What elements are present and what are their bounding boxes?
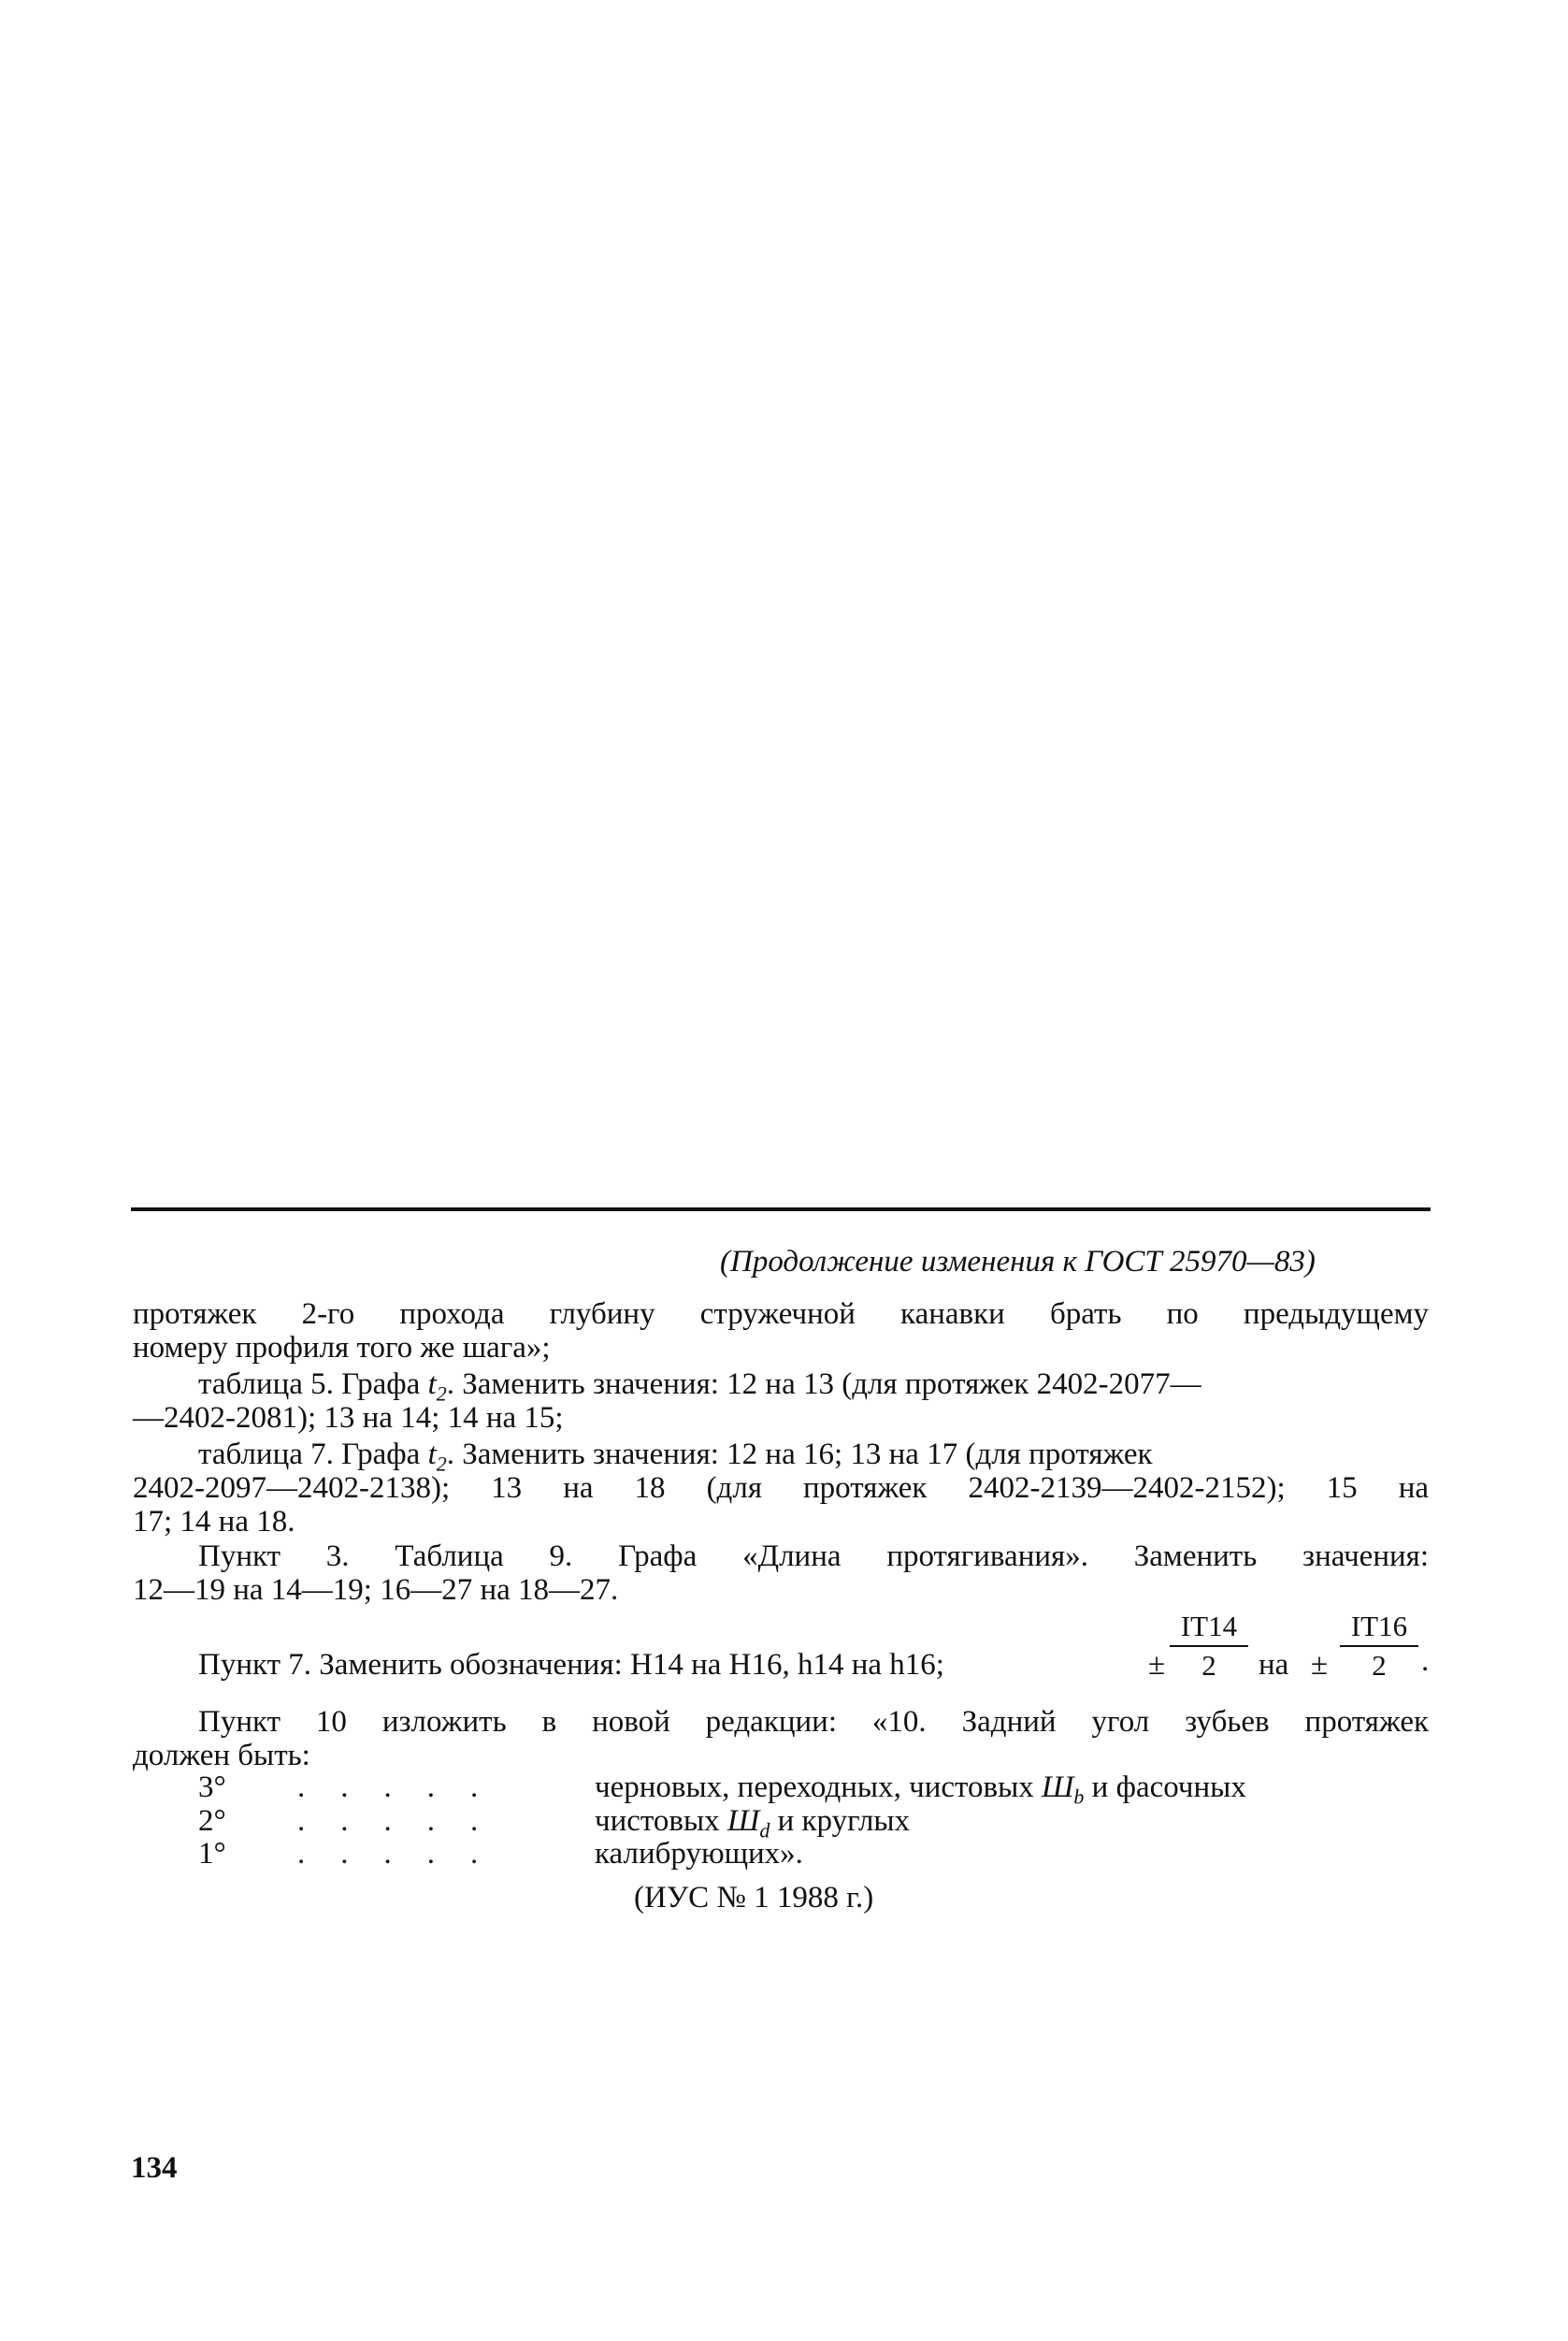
text-line-1: протяжек 2-го прохода глубину стружечной канавки брать по предыдущему bbox=[133, 1297, 1429, 1331]
angle-desc-3 bbox=[595, 1837, 803, 1876]
t-sub: 2 bbox=[436, 1381, 447, 1406]
text-line-6: 2402-2097—2402-2138); 13 на 18 (для протяжек 2402-2139—2402-2152); 15 на bbox=[133, 1471, 1429, 1505]
angle-dots-1: ..... bbox=[297, 1770, 514, 1804]
t-symbol: t bbox=[427, 1367, 437, 1401]
fraction-it16-denominator: 2 bbox=[1372, 1649, 1387, 1682]
fraction-it14-numerator: IT14 bbox=[1180, 1610, 1238, 1642]
angle-sym-2: Ш bbox=[726, 1804, 760, 1838]
text-line-7: 17; 14 на 18. bbox=[133, 1505, 295, 1539]
angle-desc-2b: и круглых bbox=[770, 1804, 911, 1838]
fraction-it16-numerator: IT16 bbox=[1350, 1610, 1408, 1642]
angle-dots-2: ..... bbox=[297, 1804, 514, 1838]
text-line-9: 12—19 на 14—19; 16—27 на 18—27. bbox=[133, 1573, 619, 1607]
continuation-header: (Продолжение изменения к ГОСТ 25970—83) bbox=[720, 1245, 1316, 1279]
text-line-11: Пункт 10 изложить в новой редакции: «10. Задний угол зубьев протяжек bbox=[198, 1705, 1429, 1739]
formula-end-period: . bbox=[1421, 1644, 1430, 1678]
fraction-it16-bar bbox=[1340, 1645, 1418, 1647]
top-rule bbox=[131, 1207, 1431, 1211]
angle-sym-1: Ш bbox=[1041, 1770, 1074, 1804]
angle-sub-1: b bbox=[1073, 1785, 1085, 1809]
fraction-it14-denominator: 2 bbox=[1201, 1649, 1216, 1682]
plus-minus-1: ± bbox=[1148, 1648, 1166, 1682]
fraction-it14-bar bbox=[1170, 1645, 1248, 1647]
text-line-12: должен быть: bbox=[133, 1739, 310, 1772]
plus-minus-2: ± bbox=[1311, 1648, 1329, 1682]
t-symbol-2: t bbox=[427, 1438, 437, 1471]
fraction-it16 bbox=[1340, 1610, 1418, 1683]
angle-dots-3: ..... bbox=[297, 1837, 514, 1871]
t-sub-2: 2 bbox=[436, 1452, 447, 1476]
text-line-3b: . Заменить значения: 12 на 13 (для протяжек 2402-2077— bbox=[446, 1367, 1201, 1401]
text-line-5b: . Заменить значения: 12 на 16; 13 на 17 (для протяжек bbox=[446, 1438, 1153, 1471]
angle-desc-3a: калибрующих». bbox=[595, 1837, 803, 1871]
text-line-3a: таблица 5. Графа bbox=[198, 1367, 428, 1401]
text-line-5a: таблица 7. Графа bbox=[198, 1438, 428, 1471]
angle-degree-2: 2° bbox=[198, 1804, 226, 1838]
text-line-8: Пункт 3. Таблица 9. Графа «Длина протягивания». Заменить значения: bbox=[198, 1539, 1429, 1573]
angle-degree-3: 1° bbox=[198, 1837, 226, 1871]
fraction-it14 bbox=[1170, 1610, 1248, 1683]
word-na: на bbox=[1259, 1648, 1289, 1682]
page-number: 134 bbox=[131, 2151, 178, 2185]
angle-degree-1: 3° bbox=[198, 1770, 226, 1804]
text-line-10: Пункт 7. Заменить обозначения: H14 на H16, h14 на h16; bbox=[198, 1648, 944, 1682]
angle-desc-1a: черновых, переходных, чистовых bbox=[595, 1770, 1042, 1804]
angle-desc-2a: чистовых bbox=[595, 1804, 727, 1838]
angle-desc-1b: и фасочных bbox=[1084, 1770, 1246, 1804]
text-line-2: номеру профиля того же шага»; bbox=[133, 1331, 551, 1365]
angle-sub-2: d bbox=[759, 1818, 770, 1842]
source-footer: (ИУС № 1 1988 г.) bbox=[634, 1881, 874, 1915]
text-line-4: —2402-2081); 13 на 14; 14 на 15; bbox=[133, 1401, 564, 1435]
